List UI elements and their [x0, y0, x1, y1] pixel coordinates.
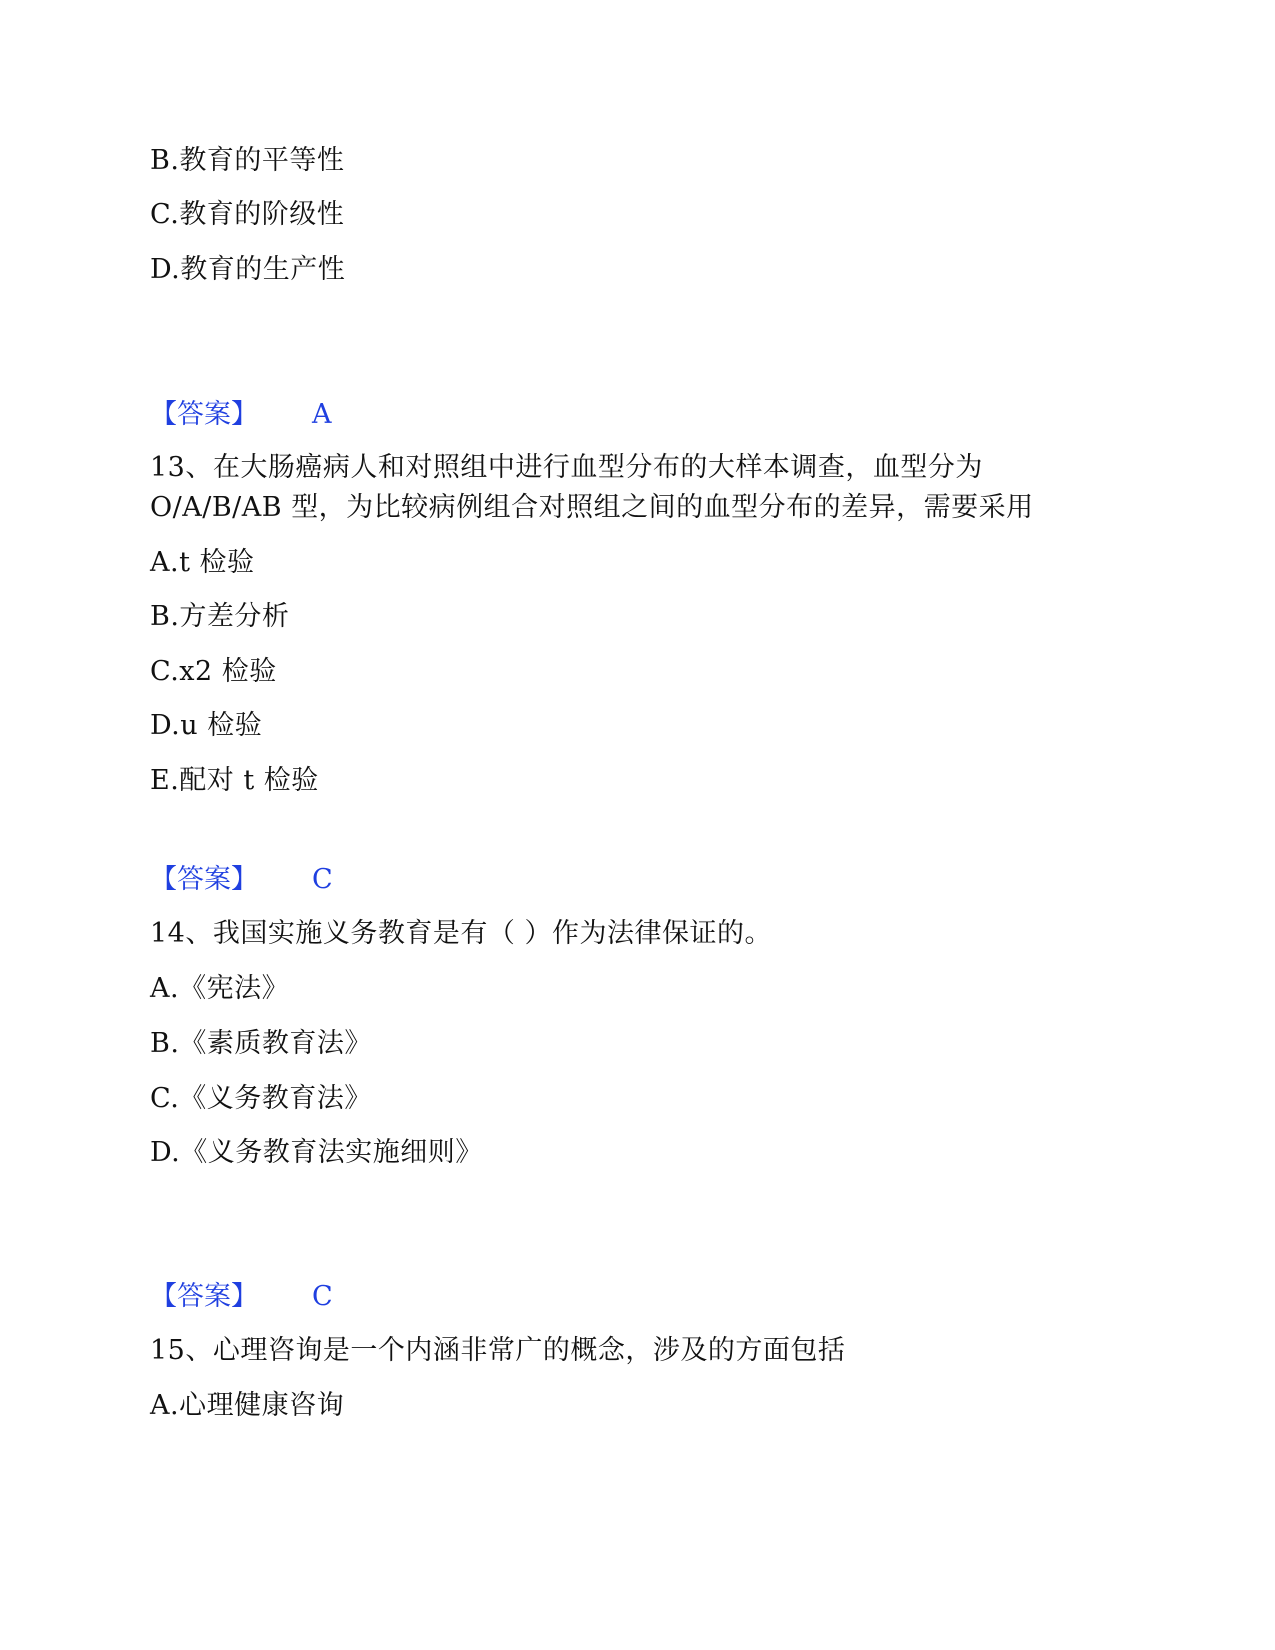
- option-b-q13: B.方差分析: [150, 601, 290, 632]
- question-14-stem: 14、我国实施义务教育是有（ ）作为法律保证的。: [150, 918, 772, 949]
- option-c-q14: C.《义务教育法》: [150, 1083, 372, 1114]
- option-b-q12: B.教育的平等性: [150, 145, 345, 176]
- option-d-q12: D.教育的生产性: [150, 254, 346, 285]
- option-e-q13: E.配对 t 检验: [150, 765, 319, 796]
- question-13-stem-line-1: 13、在大肠癌病人和对照组中进行血型分布的大样本调查，血型分为: [150, 452, 983, 483]
- question-13-stem-line-2: O/A/B/AB 型，为比较病例组合对照组之间的血型分布的差异，需要采用: [150, 492, 1034, 523]
- answer-row-q12: [150, 397, 332, 433]
- answer-value: C: [312, 864, 333, 895]
- option-a-q15: A.心理健康咨询: [150, 1390, 345, 1421]
- option-c-q12: C.教育的阶级性: [150, 199, 345, 230]
- answer-label: 【答案】: [150, 864, 258, 895]
- answer-value: C: [312, 1281, 333, 1312]
- option-a-q13: A.t 检验: [150, 547, 255, 578]
- answer-row-q13: [150, 862, 333, 898]
- answer-row-q14: [150, 1279, 333, 1315]
- question-15-stem: 15、心理咨询是一个内涵非常广的概念，涉及的方面包括: [150, 1335, 846, 1366]
- answer-label: 【答案】: [150, 399, 258, 430]
- option-a-q14: A.《宪法》: [150, 973, 290, 1004]
- answer-label: 【答案】: [150, 1281, 258, 1312]
- option-b-q14: B.《素质教育法》: [150, 1028, 372, 1059]
- option-d-q14: D.《义务教育法实施细则》: [150, 1137, 483, 1168]
- option-d-q13: D.u 检验: [150, 710, 263, 741]
- option-c-q13: C.x2 检验: [150, 656, 277, 687]
- answer-value: A: [312, 399, 332, 430]
